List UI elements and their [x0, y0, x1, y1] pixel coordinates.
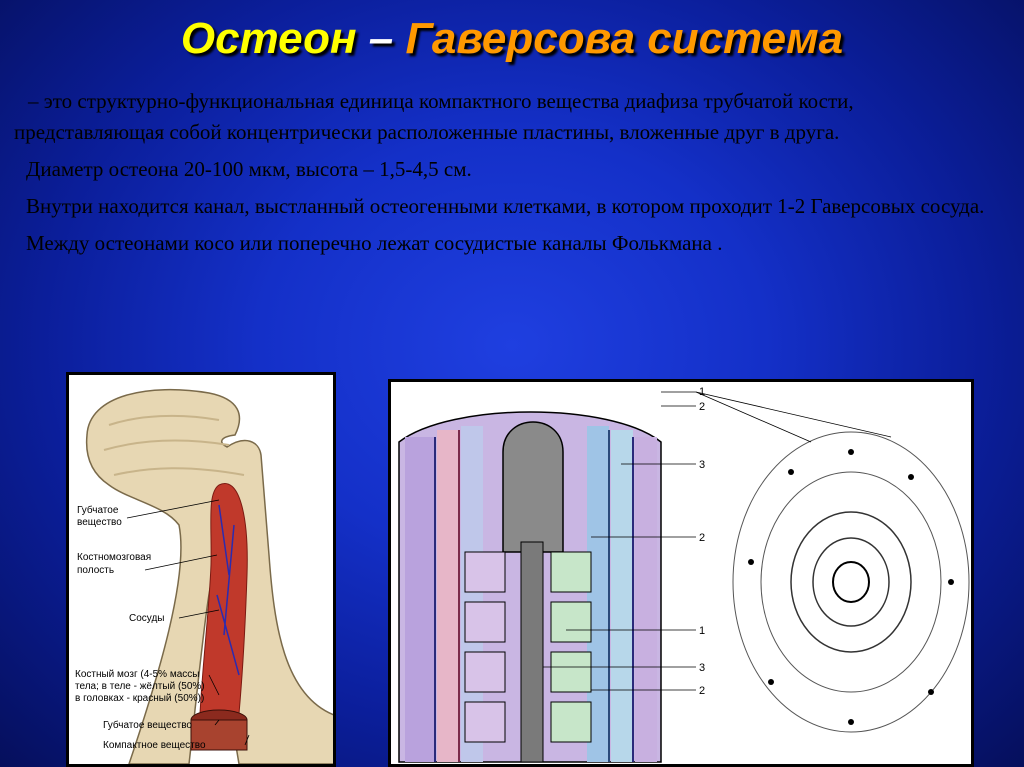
label-marrow-cavity-2: полость — [77, 565, 115, 576]
title-separator: – — [356, 14, 406, 63]
label-spongy-top-1: Губчатое — [77, 505, 119, 516]
label-spongy-bottom: Губчатое вещество — [103, 720, 192, 731]
label-marrow-2: тела; в теле - жёлтый (50%) — [75, 681, 205, 692]
label-marrow-3: в головках - красный (50%)) — [75, 693, 205, 704]
title-osteon: Остеон — [180, 14, 357, 63]
label-marrow-cavity-1: Костномозговая — [77, 552, 152, 563]
osteon-label-3-upper: 3 — [699, 459, 706, 471]
slide-title — [0, 14, 1024, 64]
title-haversian-system: Гаверсова система — [405, 14, 844, 63]
label-compact: Компактное вещество — [103, 740, 206, 751]
osteon-label-3-lower: 3 — [699, 662, 706, 674]
label-vessels: Сосуды — [129, 613, 165, 624]
label-marrow-1: Костный мозг (4-5% массы — [75, 669, 200, 680]
slide-body-text — [14, 86, 1004, 265]
osteon-label-2-bottom: 2 — [699, 685, 706, 697]
osteon-label-1-top: 1 — [699, 386, 706, 398]
canal-paragraph: Внутри находится канал, выстланный остеогенными клетками, в котором проходит 1-2 Гаверсовых сосуда. — [26, 194, 985, 218]
osteon-label-2-top: 2 — [699, 401, 706, 413]
osteon-illustration — [388, 379, 974, 767]
osteon-label-1-lower: 1 — [699, 625, 706, 637]
osteon-label-2-middle: 2 — [699, 532, 706, 544]
volkmann-paragraph: Между остеонами косо или поперечно лежат сосудистые каналы Фолькмана . — [26, 231, 723, 255]
bone-illustration — [66, 372, 336, 767]
diameter-paragraph: Диаметр остеона 20-100 мкм, высота – 1,5-4,5 см. — [26, 157, 472, 181]
definition-paragraph: – это структурно-функциональная единица компактного вещества диафиза трубчатой кости, представляющая собой концентрически расположенные пластины, вложенные друг в друга. — [14, 89, 854, 144]
label-spongy-top-2: вещество — [77, 517, 122, 528]
